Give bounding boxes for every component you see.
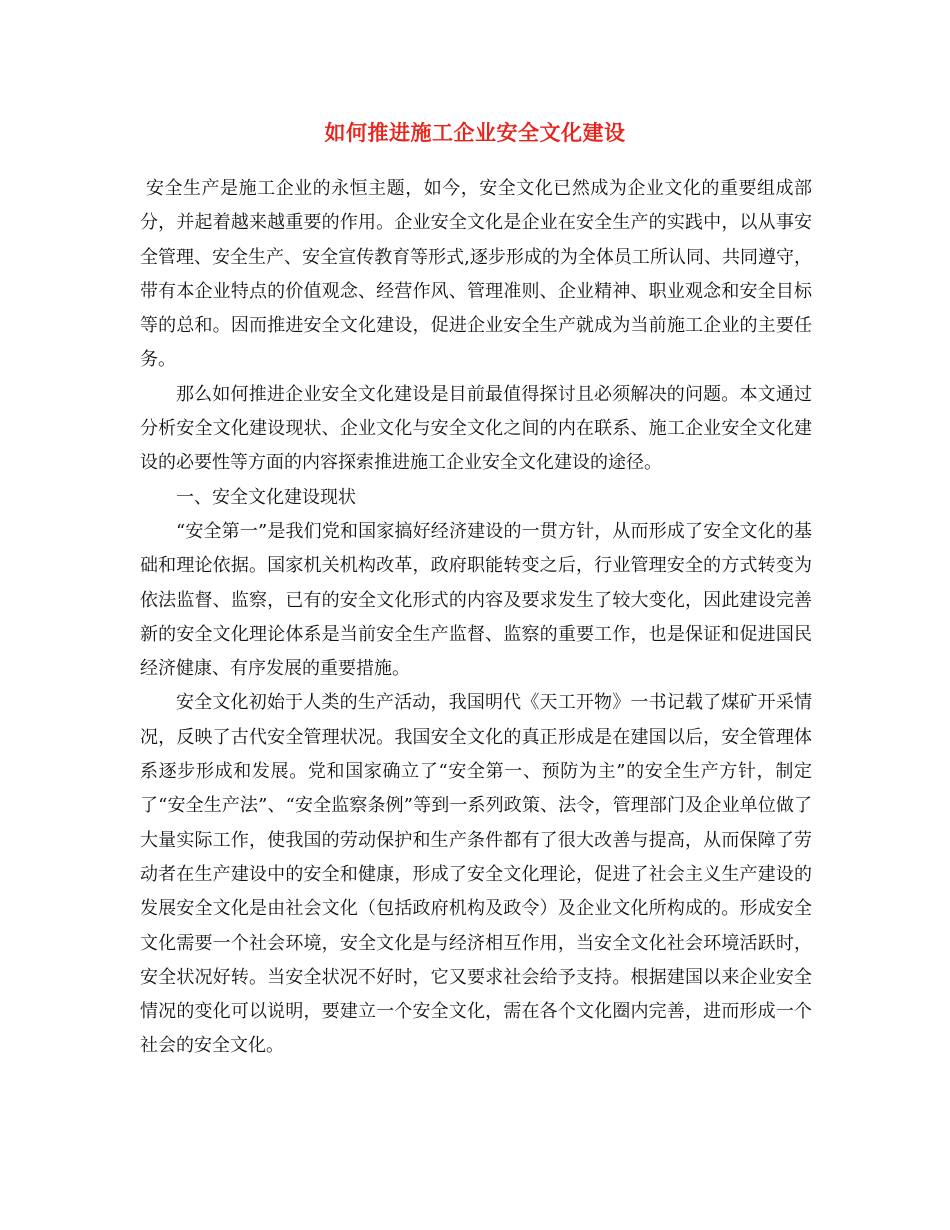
document-title: 如何推进施工企业安全文化建设	[324, 120, 626, 145]
paragraph-safety-first: “安全第一”是我们党和国家搞好经济建设的一贯方针，从而形成了安全文化的基础和理论依据。国家机关机构改革，政府职能转变之后，行业管理安全的方式转变为依法监督、监察，已有的安全文化形式的内容及要求发生了较大变化，因此建设完善新的安全文化理论体系是当前安全生产监督、监察的重要工作，也是保证和促进国民经济健康、有序发展的重要措施。	[140, 520, 812, 680]
document-body	[140, 172, 812, 1064]
paragraph-purpose: 那么如何推进企业安全文化建设是目前最值得探讨且必须解决的问题。本文通过分析安全文化建设现状、企业文化与安全文化之间的内在联系、施工企业安全文化建设的必要性等方面的内容探索推进施工企业安全文化建设的途径。	[140, 383, 812, 474]
section-heading-status: 一、安全文化建设现状	[176, 486, 356, 508]
paragraph-history: 安全文化初始于人类的生产活动，我国明代《天工开物》一书记载了煤矿开采情况，反映了古代安全管理状况。我国安全文化的真正形成是在建国以后，安全管理体系逐步形成和发展。党和国家确立了“安全第一、预防为主”的安全生产方针，制定了“安全生产法”、“安全监察条例”等到一系列政策、法令，管理部门及企业单位做了大量实际工作，使我国的劳动保护和生产条件都有了很大改善与提高，从而保障了劳动者在生产建设中的安全和健康，形成了安全文化理论，促进了社会主义生产建设的发展安全文化是由社会文化（包括政府机构及政令）及企业文化所构成的。形成安全文化需要一个社会环境，安全文化是与经济相互作用，当安全文化社会环境活跃时，安全状况好转。当安全状况不好时，它又要求社会给予支持。根据建国以来企业安全情况的变化可以说明，要建立一个安全文化，需在各个文化圈内完善，进而形成一个社会的安全文化。	[140, 692, 812, 1057]
paragraph-intro: 安全生产是施工企业的永恒主题，如今，安全文化已然成为企业文化的重要组成部分，并起着越来越重要的作用。企业安全文化是企业在安全生产的实践中，以从事安全管理、安全生产、安全宣传教育等形式,逐步形成的为全体员工所认同、共同遵守，带有本企业特点的价值观念、经营作风、管理准则、企业精神、职业观念和安全目标等的总和。因而推进安全文化建设，促进企业安全生产就成为当前施工企业的主要任务。	[140, 178, 812, 371]
